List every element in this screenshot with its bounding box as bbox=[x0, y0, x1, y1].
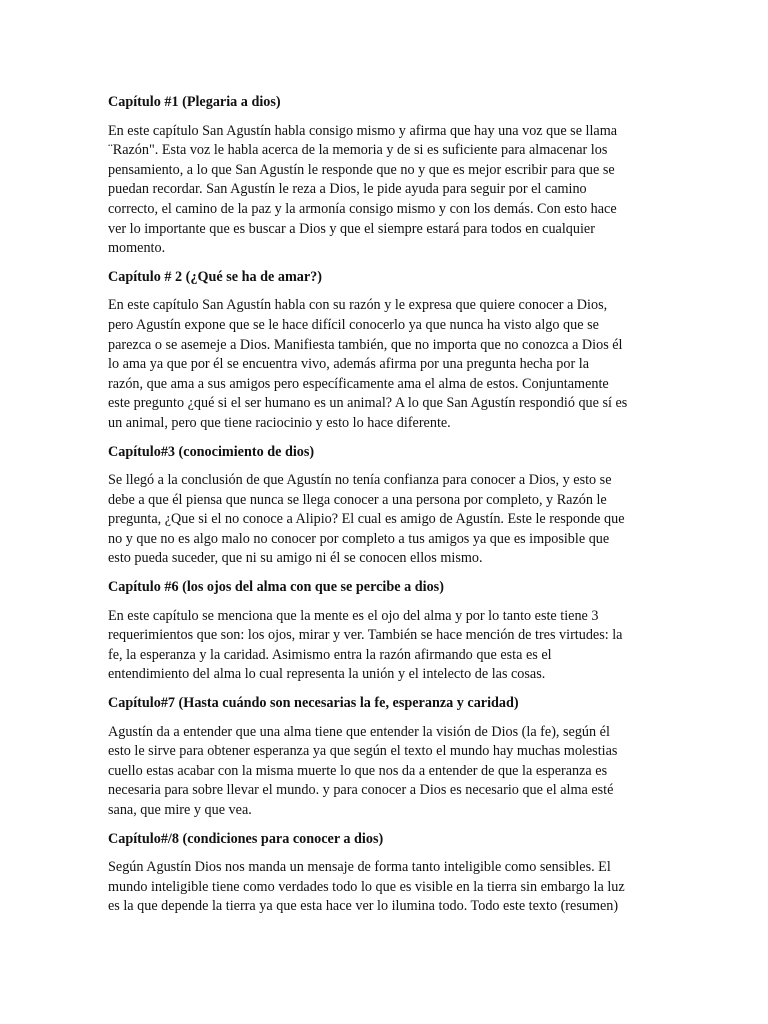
chapter-2-paragraph: En este capítulo San Agustín habla con su razón y le expresa que quiere conocer a Dios, pero Agustín expone que se le hace difícil conocerlo ya que nunca ha visto algo que se parezca o se asemeje a Dios. Manifiesta también, que no importa que no conozca a Dios él lo ama ya que por él se encuentra vivo, además afirma por una pregunta hecha por la razón, que ama a sus amigos pero específicamente ama el alma de estos. Conjuntamente este pregunto ¿qué si el ser humano es un animal? A lo que San Agustín respondió que sí es un animal, pero que tiene raciocinio y esto lo hace diferente. bbox=[108, 297, 628, 431]
chapter-6-heading: Capítulo #6 (los ojos del alma con que se percibe a dios) bbox=[108, 579, 444, 596]
chapter-3-paragraph: Se llegó a la conclusión de que Agustín no tenía confianza para conocer a Dios, y esto se debe a que él piensa que nunca se llega conocer a una persona por completo, y Razón le pregunta, ¿Que si el no conoce a Alipio? El cual es amigo de Agustín. Este le responde que no y que no es algo malo no conocer por completo a tus amigos ya que es imposible que esto pueda suceder, que ni su amigo ni él se conocen ellos mismo. bbox=[108, 472, 625, 567]
chapter-6-paragraph: En este capítulo se menciona que la mente es el ojo del alma y por lo tanto este tiene 3 requerimientos que son: los ojos, mirar y ver. También se hace mención de tres virtudes: la fe, la esperanza y la caridad. Asimismo entra la razón afirmando que esta es el entendimiento del alma lo cual representa la unión y el intelecto de las cosas. bbox=[108, 607, 623, 683]
chapter-1-heading: Capítulo #1 (Plegaria a dios) bbox=[108, 94, 281, 110]
chapter-3-heading: Capítulo#3 (conocimiento de dios) bbox=[108, 443, 315, 460]
chapter-8-paragraph: Según Agustín Dios nos manda un mensaje de forma tanto inteligible como sensibles. El mundo inteligible tiene como verdades todo lo que es visible en la tierra sin embargo la luz es la que depende la tierra ya que esta hace ver lo ilumina todo. Todo este texto (resumen) bbox=[108, 859, 625, 915]
chapter-2-heading: Capítulo # 2 (¿Qué se ha de amar?) bbox=[108, 268, 322, 285]
chapter-7-paragraph: Agustín da a entender que una alma tiene que entender la visión de Dios (la fe), según él esto le sirve para obtener esperanza ya que según el texto el mundo hay muchas molestias cuello estas acabar con la misma muerte lo que nos da a entender de que la esperanza es necesaria para sobre llevar el mundo. y para conocer a Dios es necesario que el alma esté sana, que mire y que vea. bbox=[108, 723, 618, 818]
document-content bbox=[108, 93, 668, 926]
chapter-8-heading: Capítulo#/8 (condiciones para conocer a dios) bbox=[108, 830, 384, 847]
chapter-1-paragraph: En este capítulo San Agustín habla consigo mismo y afirma que hay una voz que se llama ¨Razón". Esta voz le habla acerca de la memoria y de si es suficiente para almacenar los pensamiento, a lo que San Agustín le responde que no y que es mejor escribir para que se puedan recordar. San Agustín le reza a Dios, le pide ayuda para seguir por el camino correcto, el camino de la paz y la armonía consigo mismo y con los demás. Con esto hace ver lo importante que es buscar a Dios y que el siempre estará para todos en cualquier momento. bbox=[108, 122, 618, 257]
chapter-7-heading: Capítulo#7 (Hasta cuándo son necesarias la fe, esperanza y caridad) bbox=[108, 695, 519, 712]
